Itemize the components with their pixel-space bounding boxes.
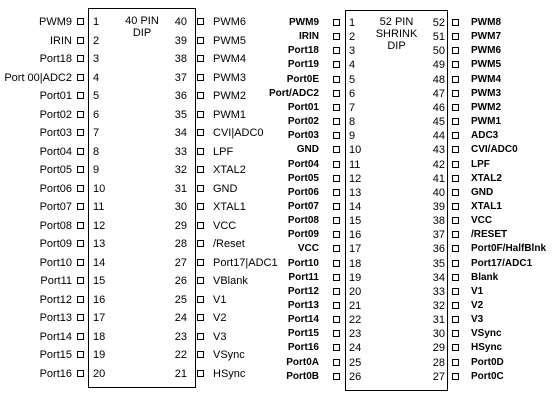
pin-number: 30 — [432, 328, 445, 341]
pin-number: 22 — [349, 314, 362, 327]
pin-pad-icon — [452, 203, 459, 210]
pin-label: Port10 — [287, 257, 319, 269]
pin-number: 51 — [432, 31, 445, 44]
pin-pad-icon — [452, 316, 459, 323]
pin-label: PWM5 — [471, 59, 501, 71]
pin-label: V2 — [471, 300, 484, 311]
pin-pad-icon — [452, 330, 459, 337]
pin-number: 15 — [349, 215, 362, 228]
pin-label: PWM2 — [213, 90, 246, 102]
pin-label: Port11 — [40, 275, 72, 287]
pin-number: 9 — [93, 164, 100, 176]
pin-label: Port07 — [287, 200, 319, 212]
pin-number: 34 — [174, 127, 187, 139]
pin-number: 31 — [432, 314, 445, 327]
pin-label: Port02 — [39, 108, 72, 121]
pin-number: 43 — [432, 144, 445, 157]
pin-label: LPF — [213, 145, 234, 158]
pin-label: IRIN — [50, 34, 72, 47]
pin-number: 26 — [174, 275, 187, 287]
pin-label: CVI|ADC0 — [213, 127, 264, 139]
pin-label: VBlank — [213, 275, 248, 287]
pin-number: 14 — [349, 200, 362, 213]
pin-label: VCC — [213, 219, 237, 232]
pin-label: Port17|ADC1 — [213, 256, 278, 269]
pin-number: 1 — [349, 17, 356, 29]
pin-label: LPF — [471, 158, 490, 170]
pin-label: V2 — [213, 312, 227, 324]
pin-label: PWM9 — [39, 16, 72, 28]
pin-pad-icon — [452, 47, 459, 54]
pin-number: 35 — [432, 257, 445, 270]
pin-label: Port11 — [288, 271, 319, 283]
pin-label: Port14 — [287, 314, 319, 326]
pin-number: 8 — [349, 116, 356, 129]
pin-pad-icon — [452, 61, 459, 68]
pin-label: PWM1 — [471, 116, 501, 128]
pin-number: 37 — [432, 229, 445, 242]
pin-number: 8 — [93, 145, 100, 158]
pin-number: 32 — [174, 164, 187, 176]
pin-label: Port/ADC2 — [268, 87, 319, 99]
pin-label: VSync — [471, 328, 502, 340]
pin-label: GND — [296, 144, 319, 156]
pin-number: 50 — [432, 45, 445, 58]
pin-label: Port05 — [39, 164, 72, 176]
pin-label: /Reset — [213, 238, 245, 250]
pin-label: Port08 — [39, 219, 72, 232]
pin-label: Port12 — [39, 293, 72, 306]
pin-number: 10 — [349, 144, 362, 157]
pin-number: 2 — [93, 34, 100, 47]
pin-pad-icon — [452, 161, 459, 168]
pin-label: Port02 — [287, 116, 319, 128]
pin-number: 33 — [432, 285, 445, 298]
pin-number: 18 — [93, 330, 106, 343]
pin-number: 41 — [432, 172, 445, 185]
pin-label: Port16 — [39, 367, 72, 380]
pin-label: XTAL1 — [471, 200, 502, 212]
pin-label: PWM9 — [289, 17, 319, 28]
pin-pad-icon — [452, 132, 459, 139]
pin-number: 16 — [93, 293, 106, 306]
pin-label: PWM4 — [213, 53, 246, 65]
pin-pad-icon — [452, 104, 459, 111]
pin-label: Port09 — [287, 229, 319, 241]
pin-label: Port09 — [39, 238, 72, 250]
pin-label: Port12 — [287, 285, 319, 297]
pin-pad-icon — [452, 189, 459, 196]
pin-number: 20 — [349, 285, 362, 298]
pin-label: Port04 — [287, 158, 319, 170]
pin-pad-icon — [452, 302, 459, 309]
pin-label: Port03 — [39, 127, 72, 139]
pin-pad-icon — [452, 90, 459, 97]
pin-number: 21 — [174, 367, 187, 380]
pin-number: 35 — [174, 108, 187, 121]
pin-number: 36 — [174, 90, 187, 102]
pin-label: V3 — [213, 330, 227, 343]
pin-number: 18 — [349, 257, 362, 270]
pin-label: VSync — [213, 349, 245, 361]
pin-number: 32 — [432, 300, 445, 312]
pin-number: 30 — [174, 201, 187, 213]
pin-number: 25 — [349, 356, 362, 369]
pin-label: Port17/ADC1 — [471, 257, 533, 269]
pin-number: 13 — [349, 186, 362, 199]
pin-label: Port08 — [287, 215, 319, 227]
pin-label: Port01 — [287, 101, 319, 113]
pin-number: 40 — [174, 16, 187, 28]
pin-label: Port18 — [287, 45, 319, 57]
pin-number: 45 — [432, 116, 445, 129]
pin-number: 40 — [432, 186, 445, 199]
pin-label: PWM2 — [471, 101, 501, 113]
pin-label: /RESET — [471, 229, 508, 241]
pin-label: XTAL2 — [471, 172, 502, 184]
pin-number: 17 — [349, 243, 362, 256]
pin-number: 49 — [432, 59, 445, 72]
chip52-right-pin — [0, 369, 557, 385]
pin-number: 10 — [93, 182, 106, 195]
pin-label: VCC — [471, 215, 493, 227]
pin-pad-icon — [452, 373, 459, 380]
pin-number: 15 — [93, 275, 106, 287]
pin-number: 12 — [93, 219, 106, 232]
pin-label: V1 — [471, 285, 484, 297]
pin-number: 7 — [349, 101, 356, 114]
pin-number: 7 — [93, 127, 100, 139]
pin-number: 24 — [349, 342, 362, 355]
pin-number: 23 — [174, 330, 187, 343]
pin-pad-icon — [452, 146, 459, 153]
pin-number: 39 — [432, 200, 445, 213]
pin-pad-icon — [452, 118, 459, 125]
pin-number: 24 — [174, 312, 187, 324]
pin-label: Port05 — [287, 172, 319, 184]
pin-pad-icon — [452, 19, 459, 26]
pin-number: 4 — [93, 71, 100, 84]
pin-pad-icon — [452, 359, 459, 366]
pin-number: 6 — [349, 87, 356, 100]
pin-number: 29 — [174, 219, 187, 232]
pin-label: Port0A — [286, 356, 319, 368]
pin-label: PWM5 — [213, 34, 246, 47]
pin-label: Port06 — [287, 186, 319, 198]
pin-number: 6 — [93, 108, 100, 121]
pin-number: 19 — [93, 349, 106, 361]
pin-pad-icon — [452, 33, 459, 40]
pin-number: 44 — [432, 130, 445, 143]
pin-label: PWM1 — [213, 108, 246, 121]
pin-number: 16 — [349, 229, 362, 242]
chip-52-title-line3: DIP — [387, 40, 406, 52]
pin-pad-icon — [452, 245, 459, 252]
pin-pad-icon — [452, 344, 459, 351]
pin-label: V1 — [213, 293, 227, 306]
pin-number: 33 — [174, 145, 187, 158]
pin-number: 9 — [349, 130, 356, 143]
pin-label: Port 00|ADC2 — [4, 71, 72, 84]
pin-label: Blank — [471, 271, 499, 283]
pin-number: 5 — [93, 90, 100, 102]
pin-label: PWM6 — [213, 16, 246, 28]
pin-number: 17 — [93, 312, 106, 324]
pin-number: 11 — [93, 201, 105, 213]
pin-label: PWM8 — [471, 17, 501, 28]
pin-label: Port15 — [39, 349, 72, 361]
pin-label: V3 — [471, 314, 484, 326]
pin-number: 21 — [349, 300, 362, 312]
pin-label: CVI/ADC0 — [471, 144, 518, 156]
pin-number: 13 — [93, 238, 106, 250]
pin-number: 14 — [93, 256, 106, 269]
pin-number: 11 — [349, 158, 361, 171]
pin-pad-icon — [452, 260, 459, 267]
pin-number: 22 — [174, 349, 187, 361]
pin-pad-icon — [452, 175, 459, 182]
chip-40-title-line2: DIP — [132, 27, 152, 39]
pin-label: VCC — [297, 243, 319, 255]
chip-40-title-line1: 40 PIN — [125, 15, 159, 27]
pin-label: GND — [471, 186, 494, 198]
pin-number: 27 — [432, 370, 445, 383]
pin-number: 37 — [174, 71, 187, 84]
pin-label: Port14 — [39, 330, 72, 343]
pin-pad-icon — [452, 217, 459, 224]
pin-number: 46 — [432, 101, 445, 114]
pin-label: PWM4 — [471, 73, 501, 85]
pin-number: 25 — [174, 293, 187, 306]
pin-label: Port0F/HalfBlnk — [471, 243, 547, 255]
pin-number: 42 — [432, 158, 445, 171]
pin-number: 1 — [93, 16, 100, 28]
pin-label: Port03 — [287, 130, 319, 142]
pin-number: 2 — [349, 31, 356, 44]
pin-number: 23 — [349, 328, 362, 341]
pin-label: PWM6 — [471, 45, 501, 57]
pin-number: 36 — [432, 243, 445, 256]
pin-pad-icon — [452, 274, 459, 281]
pin-pad-icon — [452, 76, 459, 83]
pin-label: Port01 — [39, 90, 72, 102]
pin-number: 48 — [432, 73, 445, 86]
pin-label: Port04 — [39, 145, 72, 158]
pin-label: ADC3 — [471, 130, 499, 142]
pin-label: Port10 — [39, 256, 72, 269]
pin-label: Port06 — [39, 182, 72, 195]
pin-number: 3 — [93, 53, 100, 65]
pin-number: 5 — [349, 73, 356, 86]
pin-number: 27 — [174, 256, 187, 269]
pin-label: HSync — [213, 367, 246, 380]
chip-52-title-line1: 52 PIN — [379, 16, 414, 28]
pin-number: 34 — [432, 271, 445, 284]
pin-label: Port19 — [287, 59, 319, 71]
pin-label: Port13 — [39, 312, 72, 324]
pin-pad-icon — [452, 231, 459, 238]
pin-pad-icon — [452, 288, 459, 295]
pin-number: 39 — [174, 34, 187, 47]
pin-label: Port15 — [287, 328, 319, 340]
pin-number: 28 — [174, 238, 187, 250]
chip-52-title-line2: SHRINK — [375, 28, 418, 40]
pin-number: 52 — [432, 17, 445, 29]
pin-number: 3 — [349, 45, 356, 58]
pin-number: 4 — [349, 59, 356, 72]
pin-label: Port0C — [471, 370, 504, 382]
pin-number: 20 — [93, 367, 106, 380]
pin-label: Port0E — [286, 73, 319, 85]
pin-label: Port07 — [39, 201, 72, 213]
pin-number: 19 — [349, 271, 362, 284]
pin-label: XTAL2 — [213, 164, 246, 176]
pin-label: HSync — [471, 342, 503, 354]
pin-number: 47 — [432, 87, 445, 100]
pin-number: 29 — [432, 342, 445, 355]
pin-label: GND — [213, 182, 238, 195]
pin-number: 28 — [432, 356, 445, 369]
pin-number: 26 — [349, 370, 362, 383]
pin-label: PWM3 — [471, 87, 501, 99]
pin-number: 31 — [174, 182, 187, 195]
pin-number: 38 — [432, 215, 445, 228]
pin-label: Port18 — [39, 53, 72, 65]
pin-label: Port16 — [287, 342, 319, 354]
pin-number: 38 — [174, 53, 187, 65]
pin-label: Port0D — [471, 356, 504, 368]
pin-label: Port0B — [286, 370, 319, 382]
pin-label: Port13 — [287, 300, 319, 311]
pin-label: PWM3 — [213, 71, 246, 84]
pin-label: PWM7 — [471, 31, 501, 43]
pin-label: IRIN — [299, 31, 319, 43]
pin-number: 12 — [349, 172, 362, 185]
pin-label: XTAL1 — [213, 201, 246, 213]
